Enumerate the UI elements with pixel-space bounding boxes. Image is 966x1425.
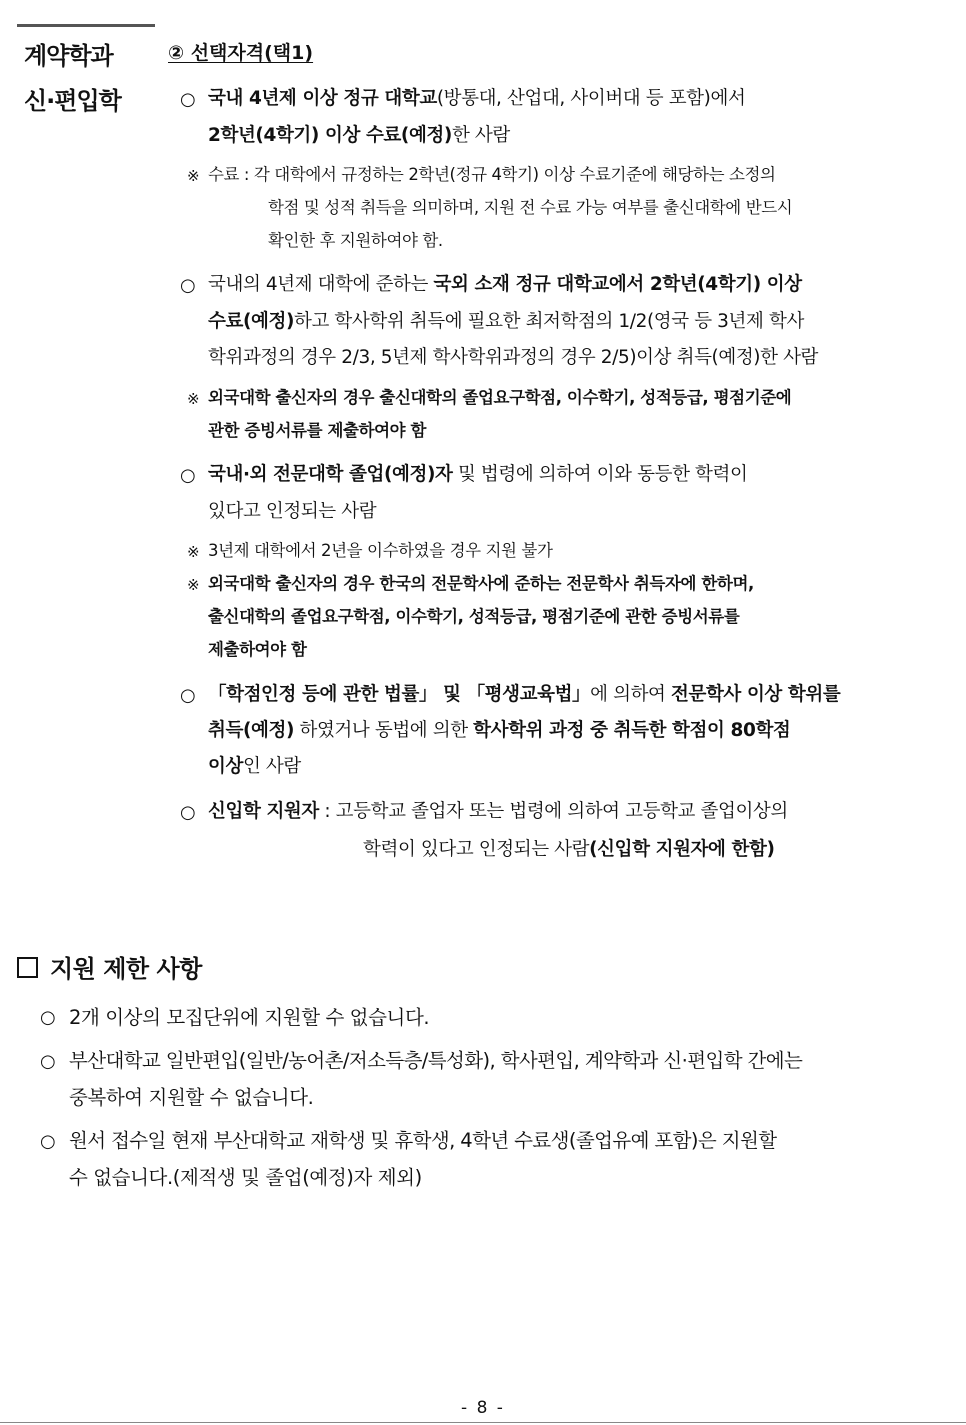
bullet-marker: ○ [180,89,196,110]
note-2-line-2: 관한 증빙서류를 제출하여야 함 [208,421,427,440]
bullet-marker: ○ [40,1051,56,1072]
bullet-marker: ○ [180,802,196,823]
qualification-4-line-2: 취득(예정) 하였거나 동법에 의한 학사학위 과정 중 취득한 학점이 80학점 [208,720,791,741]
qualification-4-line-3: 이상인 사람 [208,756,301,777]
note-4-line-2: 출신대학의 졸업요구학점, 이수학기, 성적등급, 평점기준에 관한 증빙서류를 [208,607,740,626]
bullet-marker: ○ [180,465,196,486]
bullet-marker: ○ [180,685,196,706]
restriction-1: 2개 이상의 모집단위에 지원할 수 없습니다. [69,1006,430,1029]
note-marker: ※ [187,167,200,185]
bottom-rule [0,1422,966,1423]
bullet-marker: ○ [180,275,196,296]
note-marker: ※ [187,543,200,561]
page-number: - 8 - [461,1398,505,1418]
qualification-1-line-2: 2학년(4학기) 이상 수료(예정)한 사람 [208,125,510,146]
qualification-4-line-1: 「학점인정 등에 관한 법률」 및 「평생교육법」에 의하여 전문학사 이상 학위를 [208,684,841,705]
bullet-marker: ○ [40,1131,56,1152]
note-1-line-3: 확인한 후 지원하여야 함. [268,231,443,250]
note-4-line-1: 외국대학 출신자의 경우 한국의 전문학사에 준하는 전문학사 취득자에 한하며, [208,574,754,593]
qualification-3-line-2: 있다고 인정되는 사람 [208,501,377,522]
qualification-3-line-1: 국내·외 전문대학 졸업(예정)자 및 법령에 의하여 이와 동등한 학력이 [208,464,748,485]
qualification-5-line-2: 학력이 있다고 인정되는 사람(신입학 지원자에 한함) [363,839,775,860]
note-1-line-1: 수료 : 각 대학에서 규정하는 2학년(정규 4학기) 이상 수료기준에 해당하는 소정의 [208,165,776,184]
restriction-2-line-2: 중복하여 지원할 수 없습니다. [69,1086,314,1109]
note-3-line-1: 3년제 대학에서 2년을 이수하였을 경우 지원 불가 [208,541,553,560]
restriction-2-line-1: 부산대학교 일반편입(일반/농어촌/저소득층/특성화), 학사편입, 계약학과 신·편입학 간에는 [69,1049,803,1072]
qualification-1-line-1: 국내 4년제 이상 정규 대학교(방통대, 산업대, 사이버대 등 포함)에서 [208,88,746,109]
category-label-transfer: 신·편입학 [24,87,121,115]
qualification-2-line-2: 수료(예정)하고 학사학위 취득에 필요한 최저학점의 1/2(영국 등 3년제 학사 [208,311,804,332]
note-2-line-1: 외국대학 출신자의 경우 출신대학의 졸업요구학점, 이수학기, 성적등급, 평점기준에 [208,388,792,407]
qualification-5-line-1: 신입학 지원자 : 고등학교 졸업자 또는 법령에 의하여 고등학교 졸업이상의 [208,801,788,822]
checkbox-square-icon [17,957,38,978]
qualification-2-line-3: 학위과정의 경우 2/3, 5년제 학사학위과정의 경우 2/5)이상 취득(예정)한 사람 [208,347,819,368]
top-rule [17,24,155,27]
restrictions-section-title: 지원 제한 사항 [17,949,202,984]
category-label-contract: 계약학과 [24,42,113,70]
selection-qualification-heading: ② 선택자격(택1) [168,42,314,64]
note-1-line-2: 학점 및 성적 취득을 의미하며, 지원 전 수료 가능 여부를 출신대학에 반드시 [268,198,793,217]
bullet-marker: ○ [40,1007,56,1028]
restriction-3-line-1: 원서 접수일 현재 부산대학교 재학생 및 휴학생, 4학년 수료생(졸업유예 포함)은 지원할 [69,1129,777,1152]
note-marker: ※ [187,390,200,408]
qualification-2-line-1: 국내의 4년제 대학에 준하는 국외 소재 정규 대학교에서 2학년(4학기) 이상 [208,274,802,295]
restriction-3-line-2: 수 없습니다.(제적생 및 졸업(예정)자 제외) [69,1166,422,1189]
note-marker: ※ [187,576,200,594]
note-4-line-3: 제출하여야 함 [208,640,307,659]
